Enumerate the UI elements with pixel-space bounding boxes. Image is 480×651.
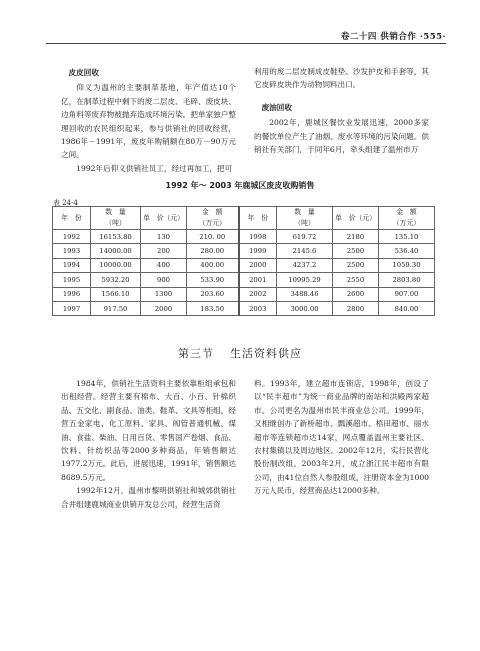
col-header-qty: 数 量 （吨） (277, 207, 333, 230)
table-cell: 2000 (239, 258, 277, 272)
table-cell: 1566.10 (91, 287, 141, 301)
table-cell: 2600 (333, 287, 379, 301)
paragraph: 仰义为温州的主要制革基地，年产值达10个亿，在制革过程中剩下的废二层皮、毛碎、废皮块、边角料等废弃物被抛弃造成环境污染。把单家独户整理回收的农民组织起来，参与供销社的回收经营，1986年－1991年，废皮年购销额在80万－90万元之间。 (61, 83, 236, 160)
table-row (53, 287, 435, 301)
table-cell: 1999 (239, 244, 277, 258)
table-cell: 135.10 (379, 230, 435, 244)
table-title: 1992 年～ 2003 年鹿城区废皮收购销售 (165, 181, 315, 190)
table-cell: 16153.80 (91, 230, 141, 244)
table-cell: 1995 (53, 273, 91, 287)
table-cell: 2001 (239, 273, 277, 287)
paragraph: 1992年后仰义供销社员工，经过再加工，把可 (76, 163, 233, 173)
table-row (53, 244, 435, 258)
table-cell: 1059.30 (379, 258, 435, 272)
table-cell: 2803.80 (379, 273, 435, 287)
col-header-year: 年 份 (53, 207, 91, 230)
table-cell: 2003 (239, 301, 277, 315)
table-cell: 1996 (53, 287, 91, 301)
table-cell: 2500 (333, 244, 379, 258)
running-title: 卷二十四 供销合作 ·555· (340, 32, 446, 42)
table-cell: 1997 (53, 301, 91, 315)
col-header-year: 年 份 (239, 207, 277, 230)
section-title: 生活资料供应 (230, 347, 302, 360)
page-header (46, 30, 446, 44)
paragraph: 利用的废二层皮制成皮鞋垫、沙发护皮和手套等，其它皮碎皮块作为动物饲料出口。 (254, 67, 429, 90)
paragraph: 1992年12月，温州市黎明供销社和城郊供销社合并组建鹿城商业供销开发总公司，经营生活资 (61, 486, 236, 509)
table-cell: 2500 (333, 258, 379, 272)
table-cell: 907.00 (379, 287, 435, 301)
table-cell: 3488.46 (277, 287, 333, 301)
table-cell: 536.40 (379, 244, 435, 258)
table-cell: 1992 (53, 230, 91, 244)
table-row (53, 258, 435, 272)
table-cell: 1300 (141, 287, 187, 301)
table-label: 表 24-4 (53, 199, 78, 207)
table-cell: 2002 (239, 287, 277, 301)
table-cell: 130 (141, 230, 187, 244)
table-cell: 4237.2 (277, 258, 333, 272)
table-row (53, 230, 435, 244)
table-cell: 200 (141, 244, 187, 258)
table-cell: 280.00 (187, 244, 239, 258)
table-cell: 14000.00 (91, 244, 141, 258)
table-cell: 2000 (141, 301, 187, 315)
left-column-bottom (61, 377, 236, 511)
table-cell: 183.50 (187, 301, 239, 315)
col-header-qty: 数 量 （吨） (91, 207, 141, 230)
table-cell: 900 (141, 273, 187, 287)
table-cell: 1998 (239, 230, 277, 244)
table-cell: 2145.6 (277, 244, 333, 258)
table-cell: 2550 (333, 273, 379, 287)
paragraph: 1984年，供销社生活资料主要依靠柜组承包和出租经营。经营主要有棉布、大百、小百、针棉织品、五交化、副食品、油类、鞋革、文具等柜组，经营五金家电、化工原料、家具、阀管普通机械、煤油、食盐、柴油、日用百货、零售国产卷烟、食品、饮料、针纺织品等2000多种商品，年销售额达1977.2万元。此后，进展迅速，1991年，销售额达8689.5万元。 (61, 379, 236, 482)
col-header-amount: 金 额 （万元） (187, 207, 239, 230)
table-cell: 400.00 (187, 258, 239, 272)
table-cell: 400 (141, 258, 187, 272)
right-column-top (254, 65, 429, 156)
table-header-row (53, 207, 435, 230)
subsection-title: 皮皮回收 (68, 68, 99, 77)
table-cell: 917.50 (91, 301, 141, 315)
table-cell: 210. 00 (187, 230, 239, 244)
table-cell: 10995.29 (277, 273, 333, 287)
col-header-price: 单 价（元） (141, 207, 187, 230)
table-cell: 1993 (53, 244, 91, 258)
col-header-amount: 金 额 （万元） (379, 207, 435, 230)
data-table (52, 206, 435, 316)
paragraph: 2002年，鹿城区餐饮业发展迅速，2000多家的餐饮单位产生了油烟、废水等环境的污染问题。供销社有关部门，于同年6月，牵头组建了温州市万 (254, 118, 429, 155)
section-heading (0, 345, 480, 361)
table-cell: 2180 (333, 230, 379, 244)
table-cell: 619.72 (277, 230, 333, 244)
col-header-price: 单 价（元） (333, 207, 379, 230)
left-column-top (61, 65, 236, 175)
header-rule (46, 43, 446, 44)
table-cell: 840.00 (379, 301, 435, 315)
table-cell: 5932.20 (91, 273, 141, 287)
table-cell: 203.60 (187, 287, 239, 301)
table-cell: 2800 (333, 301, 379, 315)
right-column-bottom (254, 377, 429, 498)
table-row (53, 273, 435, 287)
section-number: 第三节 (178, 347, 214, 360)
subsection-title: 废油回收 (261, 102, 292, 112)
table-cell: 533.90 (187, 273, 239, 287)
paragraph: 料。1993年，建立超市连锁店，1998年，创设了以“民丰超市”为统一商业品牌的南站和洪殿两家超市。公司更名为温州市民丰商业总公司。1999年，又相继创办了新桥超市、瓢溪超市、梧田超市、丽水超市等连锁超市达14家，网点覆盖温州主要社区、农村集镇以及周边地区。2002年12月，实行民营化股份制改组，2003年2月，成立浙江民丰超市有限公司，由41位自然人参股组成，注册资本金为1000万元人民币，经营商品达12000多种。 (254, 379, 429, 496)
table-cell: 10000.00 (91, 258, 141, 272)
table-row (53, 301, 435, 315)
table-cell: 1994 (53, 258, 91, 272)
table-cell: 3000.00 (277, 301, 333, 315)
